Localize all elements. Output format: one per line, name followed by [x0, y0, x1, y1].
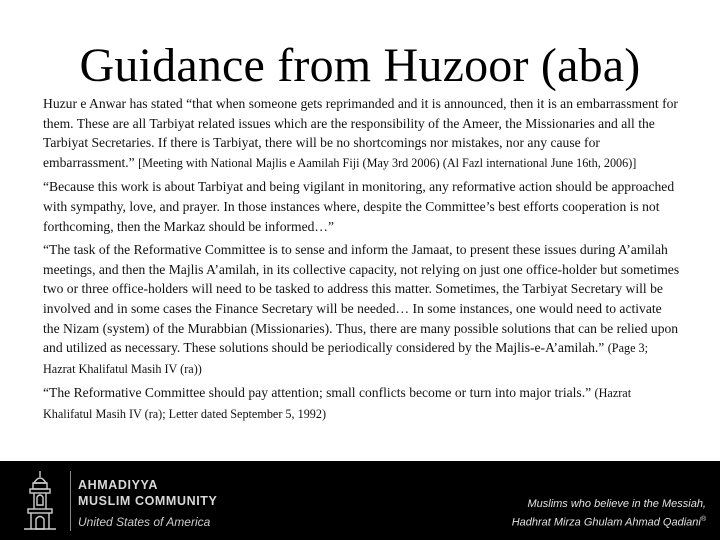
- quote-text: “Because this work is about Tarbiyat and being vigilant in monitoring, any reformative action should be approached with sympathy, love, and prayer. In those instances where, despite the Committee’s best efforts cooperation is not forthcoming, then the Markaz should be informed…”: [43, 179, 675, 234]
- org-name: [78, 477, 217, 509]
- quote-citation: (Hazrat Khalifatul Masih IV (ra); Letter dated September 5, 1992): [43, 386, 632, 421]
- org-country: United States of America: [78, 515, 211, 529]
- quote-citation: (Page 3; Hazrat Khalifatul Masih IV (ra)): [43, 341, 649, 376]
- registered-mark: ®: [700, 516, 706, 523]
- slide-title: Guidance from Huzoor (aba): [79, 39, 641, 92]
- tagline-line2: Hadhrat Mirza Ghulam Ahmad Qadiani®: [511, 516, 706, 529]
- quote-text: “The Reformative Committee should pay attention; small conflicts become or turn into major trials.”: [43, 385, 592, 401]
- org-name-line1: AHMADIYYA: [78, 478, 158, 492]
- org-name-line2: MUSLIM COMMUNITY: [78, 494, 218, 508]
- minaret-icon: [14, 469, 66, 533]
- slide-content: [43, 94, 681, 425]
- footer-divider: [70, 471, 71, 531]
- quote-citation: [Meeting with National Majlis e Aamilah Fiji (May 3rd 2006) (Al Fazl international June 16th, 2006)]: [138, 155, 637, 170]
- footer-tagline: [406, 497, 706, 531]
- quote-paragraph-3: [43, 240, 681, 379]
- quote-text: “The task of the Reformative Committee is to sense and inform the Jamaat, to present these issues during A’amilah meetings, and then the Majlis A’amilah, in its collective capacity, not relying on just one office-holder but sometimes two or three office-holders will need to be tasked to address this matter. Sometimes, the Tarbiyat Secretary will be involved and in some cases the Finance Secretary will be needed… In some instances, one would need to activate the Nizam (system) of the Murabbian (Missionaries). Thus, there are many possible solutions that can be relied upon and utilized as necessary. These solutions should be periodically considered by the Majlis-e-A’amilah.”: [43, 242, 680, 356]
- quote-text: Huzur e Anwar has stated “that when someone gets reprimanded and it is announced, then it is an embarrassment for them. These are all Tarbiyat related issues which are the responsibility of the Ameer, the Missionaries and all the Tarbiyat Secretaries. If there is Tarbiyat, there will be no shortcomings nor mistakes, nor any cause for embarrassment.”: [43, 96, 678, 170]
- quote-paragraph-4: [43, 383, 681, 424]
- tagline-line1: Muslims who believe in the Messiah,: [527, 498, 706, 510]
- quote-paragraph-1: [43, 94, 681, 173]
- quote-paragraph-2: [43, 177, 681, 236]
- footer-banner: [0, 461, 720, 540]
